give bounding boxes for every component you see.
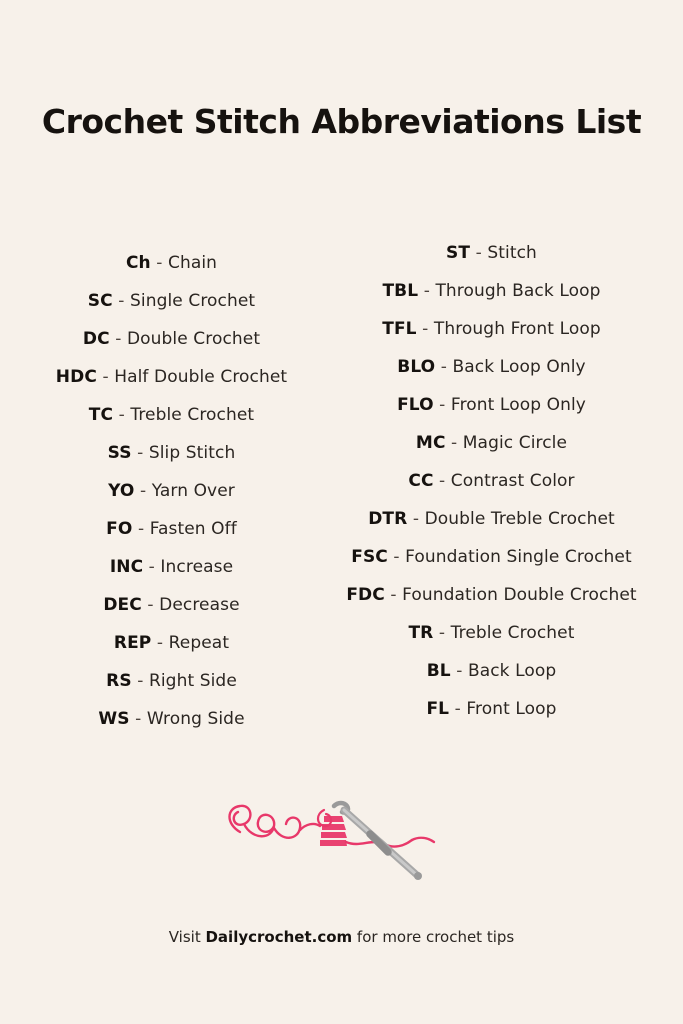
abbreviation-item (89, 396, 254, 434)
abbreviation-item (108, 472, 235, 510)
abbreviation-term: Repeat (168, 633, 230, 654)
abbreviation-code: TC (88, 405, 114, 426)
abbreviation-item (351, 538, 632, 576)
abbreviation-term: Slip Stitch (148, 443, 236, 464)
abbreviation-term: Yarn Over (151, 481, 235, 502)
abbreviation-item (408, 462, 574, 500)
abbreviation-code: HDC (55, 367, 97, 388)
abbreviation-item (106, 510, 237, 548)
abbreviation-code: DTR (368, 509, 408, 530)
abbreviation-term: Through Front Loop (433, 319, 601, 340)
abbreviation-code: ST (446, 243, 471, 264)
abbreviation-dash: - (115, 329, 122, 350)
abbreviation-term: Front Loop (466, 699, 557, 720)
abbreviations-columns (0, 234, 683, 738)
abbreviation-term: Double Treble Crochet (424, 509, 615, 530)
abbreviation-term: Magic Circle (462, 433, 568, 454)
abbreviation-code: FO (106, 519, 133, 540)
abbreviation-item (114, 624, 229, 662)
abbreviation-dash: - (156, 253, 163, 274)
abbreviation-term: Through Back Loop (435, 281, 601, 302)
abbreviation-dash: - (118, 405, 125, 426)
abbreviation-term: Foundation Double Crochet (402, 585, 637, 606)
abbreviation-term: Decrease (159, 595, 240, 616)
abbreviation-term: Single Crochet (129, 291, 256, 312)
abbreviation-dash: - (438, 623, 446, 644)
abbreviation-code: INC (109, 557, 144, 578)
abbreviation-dash: - (456, 661, 463, 682)
abbreviation-code: FDC (346, 585, 385, 606)
abbreviation-code: DEC (103, 595, 142, 616)
abbreviation-dash: - (137, 519, 145, 540)
crochet-hook-with-yarn-icon (212, 780, 472, 890)
abbreviation-code: SS (107, 443, 132, 464)
abbreviation-dash: - (137, 443, 144, 464)
abbreviation-dash: - (412, 509, 420, 530)
abbreviation-dash: - (137, 671, 144, 692)
abbreviation-term: Fasten Off (149, 519, 237, 540)
abbreviation-item (88, 282, 255, 320)
footer-suffix: for more crochet tips (352, 928, 515, 946)
abbreviation-code: Ch (125, 253, 151, 274)
abbreviation-code: REP (113, 633, 152, 654)
abbreviation-term: Contrast Color (450, 471, 575, 492)
abbreviation-item (126, 244, 217, 282)
abbreviation-item (108, 434, 236, 472)
abbreviation-term: Treble Crochet (130, 405, 255, 426)
abbreviation-item (368, 500, 615, 538)
abbreviation-dash: - (102, 367, 109, 388)
abbreviation-dash: - (135, 709, 142, 730)
abbreviation-item (382, 272, 600, 310)
abbreviation-term: Back Loop (467, 661, 557, 682)
abbreviation-code: WS (98, 709, 130, 730)
abbreviation-term: Treble Crochet (450, 623, 575, 644)
abbreviation-dash: - (148, 557, 155, 578)
abbreviation-code: YO (108, 481, 135, 502)
abbreviation-item (382, 310, 601, 348)
abbreviation-dash: - (475, 243, 482, 264)
illustration-container (0, 780, 683, 890)
abbreviations-column-right (322, 234, 662, 728)
abbreviation-code: RS (106, 671, 132, 692)
abbreviation-dash: - (390, 585, 397, 606)
abbreviation-item (397, 386, 586, 424)
abbreviations-column-left (22, 234, 322, 738)
abbreviation-item (346, 576, 636, 614)
page-title: Crochet Stitch Abbreviations List (41, 102, 642, 141)
abbreviation-item (83, 320, 260, 358)
abbreviation-dash: - (422, 319, 429, 340)
abbreviation-item (446, 234, 537, 272)
abbreviation-term: Increase (160, 557, 234, 578)
abbreviation-term: Front Loop Only (450, 395, 586, 416)
abbreviation-code: FL (426, 699, 450, 720)
abbreviation-dash: - (440, 357, 447, 378)
abbreviation-code: DC (82, 329, 110, 350)
abbreviation-term: Back Loop Only (452, 357, 586, 378)
abbreviation-dash: - (451, 433, 458, 454)
abbreviation-code: TBL (382, 281, 419, 302)
abbreviation-item (397, 348, 585, 386)
abbreviation-dash: - (439, 471, 446, 492)
abbreviation-dash: - (140, 481, 147, 502)
abbreviation-term: Foundation Single Crochet (405, 547, 632, 568)
abbreviation-dash: - (118, 291, 125, 312)
abbreviation-code: FLO (397, 395, 434, 416)
footer-prefix: Visit (168, 928, 206, 946)
abbreviation-code: SC (87, 291, 113, 312)
abbreviation-item (98, 700, 244, 738)
abbreviation-dash: - (454, 699, 461, 720)
abbreviation-term: Right Side (148, 671, 237, 692)
abbreviation-item (426, 690, 556, 728)
abbreviation-item (56, 358, 287, 396)
abbreviation-code: BLO (397, 357, 436, 378)
abbreviation-dash: - (423, 281, 430, 302)
abbreviation-term: Chain (167, 253, 218, 274)
abbreviation-code: MC (415, 433, 446, 454)
abbreviation-term: Double Crochet (126, 329, 261, 350)
abbreviation-term: Half Double Crochet (114, 367, 288, 388)
abbreviation-term: Wrong Side (146, 709, 245, 730)
abbreviation-item (106, 662, 237, 700)
abbreviation-item (103, 586, 239, 624)
abbreviation-code: TFL (382, 319, 417, 340)
abbreviation-item (416, 424, 567, 462)
abbreviation-term: Stitch (487, 243, 537, 264)
abbreviation-code: CC (408, 471, 434, 492)
footer-note (0, 928, 683, 946)
abbreviation-dash: - (156, 633, 164, 654)
abbreviation-code: FSC (351, 547, 388, 568)
abbreviation-item (110, 548, 233, 586)
abbreviation-code: TR (408, 623, 434, 644)
footer-brand: Dailycrochet.com (205, 928, 353, 946)
abbreviation-item (408, 614, 574, 652)
abbreviation-dash: - (393, 547, 400, 568)
abbreviation-dash: - (147, 595, 154, 616)
abbreviation-code: BL (426, 661, 451, 682)
abbreviation-item (427, 652, 557, 690)
abbreviation-dash: - (439, 395, 446, 416)
